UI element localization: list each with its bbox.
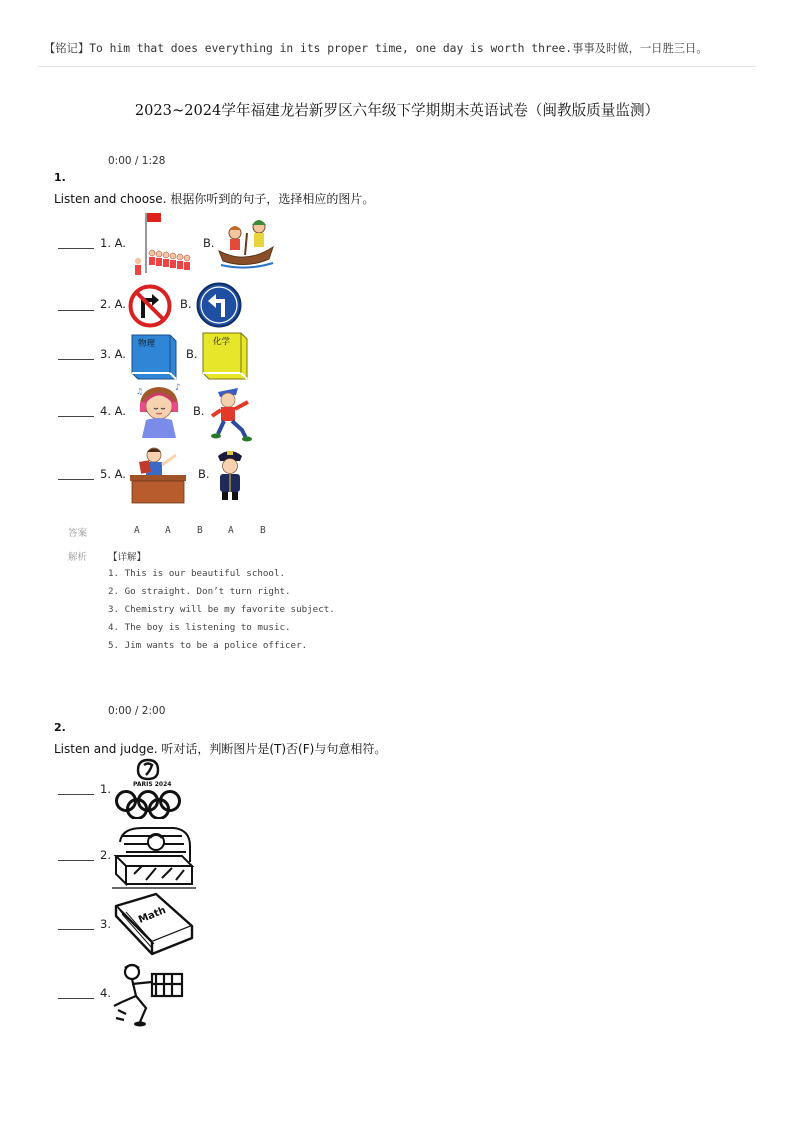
question-number-2: 2. (54, 721, 66, 734)
item-label-2-4: 4. (100, 986, 111, 1000)
boy-running-image (206, 382, 252, 442)
answer-2: A (165, 525, 171, 536)
no-right-turn-sign-icon (128, 284, 172, 328)
answer-blank-2-2[interactable] (58, 860, 94, 861)
physics-book-title: 物理 (138, 339, 156, 349)
answer-blank-1-3[interactable] (58, 359, 94, 360)
motto-text: 【铭记】To him that does everything in its proper time, one day is worth three.事事及时做，一日胜三日。 (44, 42, 708, 55)
item-label-1-3: 3. A. (100, 347, 126, 361)
detail-line-3: 3. Chemistry will be my favorite subject. (108, 604, 335, 615)
question-1-instruction: Listen and choose. 根据你听到的句子，选择相应的图片。 (54, 192, 375, 206)
chemistry-book-image (201, 331, 249, 381)
item-label-2-3: 3. (100, 917, 111, 931)
item-label-2-1: 1. (100, 782, 111, 796)
detail-line-1: 1. This is our beautiful school. (108, 568, 286, 579)
detail-line-5: 5. Jim wants to be a police officer. (108, 640, 308, 651)
audio-player-q1[interactable]: 0:00 / 1:28 (108, 155, 166, 167)
answer-blank-1-2[interactable] (58, 310, 94, 311)
item-label-2-2: 2. (100, 848, 111, 862)
answer-5: B (260, 525, 266, 536)
item-option-b-1-1: B. (203, 236, 215, 250)
answer-blank-2-4[interactable] (58, 998, 94, 999)
answer-blank-2-3[interactable] (58, 929, 94, 930)
answer-1: A (134, 525, 140, 536)
header-divider (38, 66, 756, 67)
boy-running-with-box-sketch-image (112, 960, 188, 1028)
girl-listening-music-image (134, 382, 184, 440)
answer-3: B (197, 525, 203, 536)
chemistry-book-title: 化学 (213, 337, 231, 347)
question-number-1: 1. (54, 171, 66, 184)
olympic-rings-logo-image (112, 757, 184, 819)
item-option-b-1-3: B. (186, 347, 198, 361)
item-label-1-4: 4. A. (100, 404, 126, 418)
page-title: 2023~2024学年福建龙岩新罗区六年级下学期期末英语试卷（闽教版质量监测） (134, 102, 660, 119)
item-label-1-2: 2. A. (100, 297, 126, 311)
audio-player-q2[interactable]: 0:00 / 2:00 (108, 705, 166, 717)
physics-book-image (130, 333, 178, 381)
item-label-1-1: 1. A. (100, 236, 126, 250)
svg-text:♫: ♫ (136, 387, 144, 396)
answer-blank-1-5[interactable] (58, 479, 94, 480)
child-in-bed-sketch-image (112, 822, 196, 892)
item-label-1-5: 5. A. (100, 467, 126, 481)
math-book-sketch-image (112, 892, 196, 958)
detail-line-2: 2. Go straight. Don’t turn right. (108, 586, 291, 597)
svg-text:♪: ♪ (175, 383, 181, 393)
detail-heading: 【详解】 (108, 552, 147, 563)
item-option-b-1-4: B. (193, 404, 205, 418)
olympic-logo-text: PARIS 2024 (133, 781, 172, 788)
answer-4: A (228, 525, 234, 536)
boat-children-image (217, 213, 275, 273)
answer-blank-1-1[interactable] (58, 248, 94, 249)
flag-ceremony-image (128, 209, 192, 279)
teacher-at-desk-image (128, 445, 188, 507)
analysis-label: 解析 (68, 552, 88, 563)
turn-left-sign-icon (196, 282, 242, 328)
question-2-instruction: Listen and judge. 听对话，判断图片是(T)否(F)与句意相符。 (54, 742, 387, 756)
answer-blank-2-1[interactable] (58, 794, 94, 795)
answer-blank-1-4[interactable] (58, 416, 94, 417)
item-option-b-1-5: B. (198, 467, 210, 481)
police-officer-image (212, 446, 248, 502)
math-book-title: Math (136, 905, 168, 926)
answer-label: 答案 (68, 528, 88, 539)
item-option-b-1-2: B. (180, 297, 192, 311)
detail-line-4: 4. The boy is listening to music. (108, 622, 291, 633)
